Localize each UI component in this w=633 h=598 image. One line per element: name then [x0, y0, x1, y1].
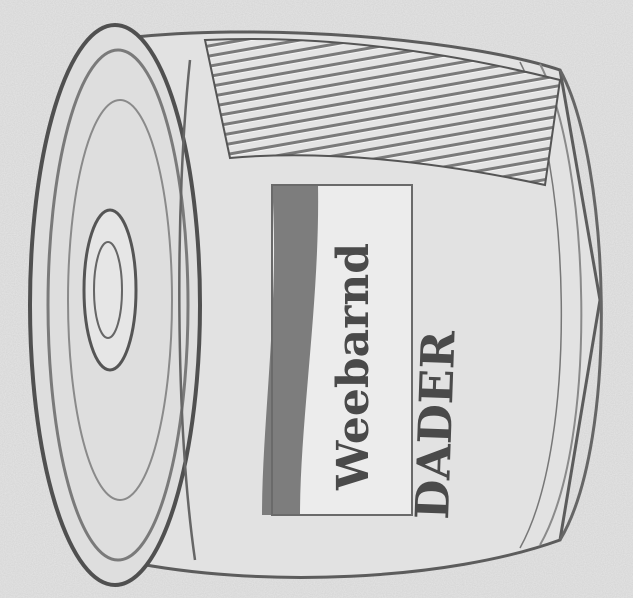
label-text: Weebarnd	[328, 242, 379, 490]
cap-text: DADER	[405, 329, 466, 521]
can-end-cap	[30, 25, 200, 585]
label-strip	[262, 185, 412, 515]
